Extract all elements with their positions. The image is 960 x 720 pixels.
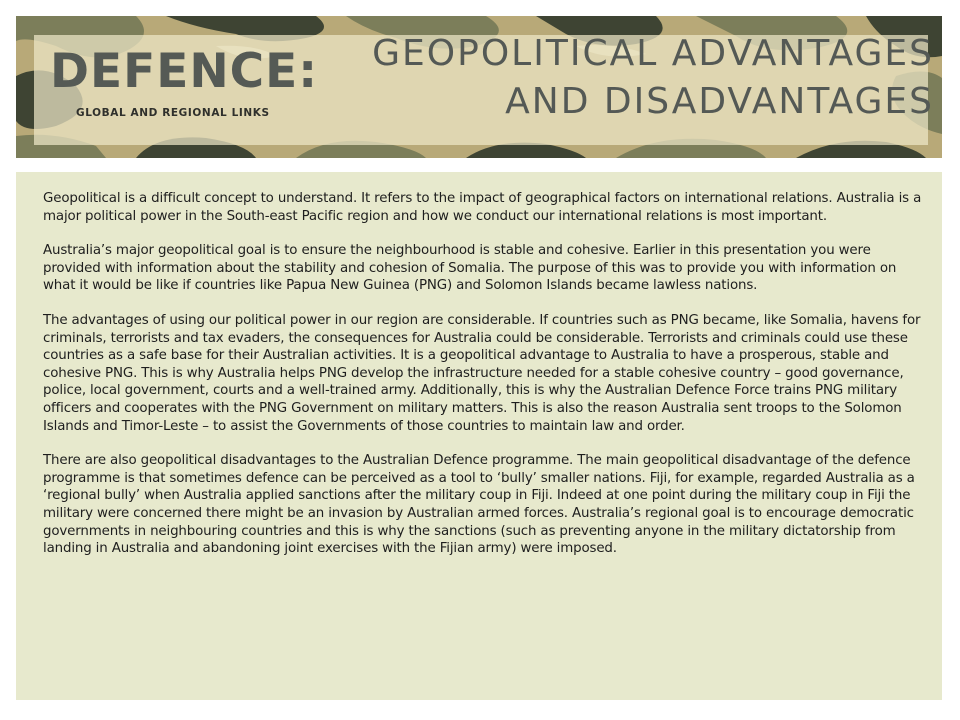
paragraph-goal: Australia’s major geopolitical goal is to ensure the neighbourhood is stable and cohesive. Earlier in this presentation you were provided with information about the stability and cohesion of Somalia. The purpose of this was to provide you with information on what it would be like if countries like Papua New Guinea (PNG) and Solomon Islands became lawless nations. bbox=[43, 243, 897, 294]
body-text-panel bbox=[16, 172, 942, 700]
page-title: DEFENCE: bbox=[50, 44, 319, 99]
paragraph-disadvantages: There are also geopolitical disadvantages to the Australian Defence programme. The main geopolitical disadvantage of the defence programme is that sometimes defence can be perceived as a tool to ‘bully’ smaller nations. Fiji, for example, regarded Australia as a ‘regional bully’ when Australia applied sanctions after the military coup in Fiji. Indeed at one point during the military coup in Fiji the military were concerned there might be an invasion by Australian armed forces. Australia’s regional goal is to encourage democratic governments in neighbouring countries and this is why the sanctions (such as preventing anyone in the military dictatorship from landing in Australia and abandoning joint exercises with the Fijian army) were imposed. bbox=[43, 453, 915, 557]
slide-heading-line-2: AND DISADVANTAGES bbox=[505, 81, 934, 122]
slide-heading bbox=[314, 30, 934, 126]
slide-heading-line-1: GEOPOLITICAL ADVANTAGES bbox=[372, 33, 934, 74]
paragraph-definition: Geopolitical is a difficult concept to understand. It refers to the impact of geographical factors on international relations. Australia is a major political power in the South-east Pacific region and how we conduct our international relations is most important. bbox=[43, 191, 922, 224]
page-subtitle: GLOBAL AND REGIONAL LINKS bbox=[76, 107, 270, 119]
paragraph-advantages: The advantages of using our political power in our region are considerable. If countries such as PNG became, like Somalia, havens for criminals, terrorists and tax evaders, the consequences for Australia could be considerable. Terrorists and criminals could use these countries as a safe base for their Australian activities. It is a geopolitical advantage to Australia to have a prosperous, stable and cohesive PNG. This is why Australia helps PNG develop the infrastructure needed for a stable cohesive country – good governance, police, local government, courts and a well-trained army. Additionally, this is why the Australian Defence Force trains PNG military officers and cooperates with the PNG Government on military matters. This is also the reason Australia sent troops to the Solomon Islands and Timor-Leste – to assist the Governments of those countries to maintain law and order. bbox=[43, 312, 921, 434]
